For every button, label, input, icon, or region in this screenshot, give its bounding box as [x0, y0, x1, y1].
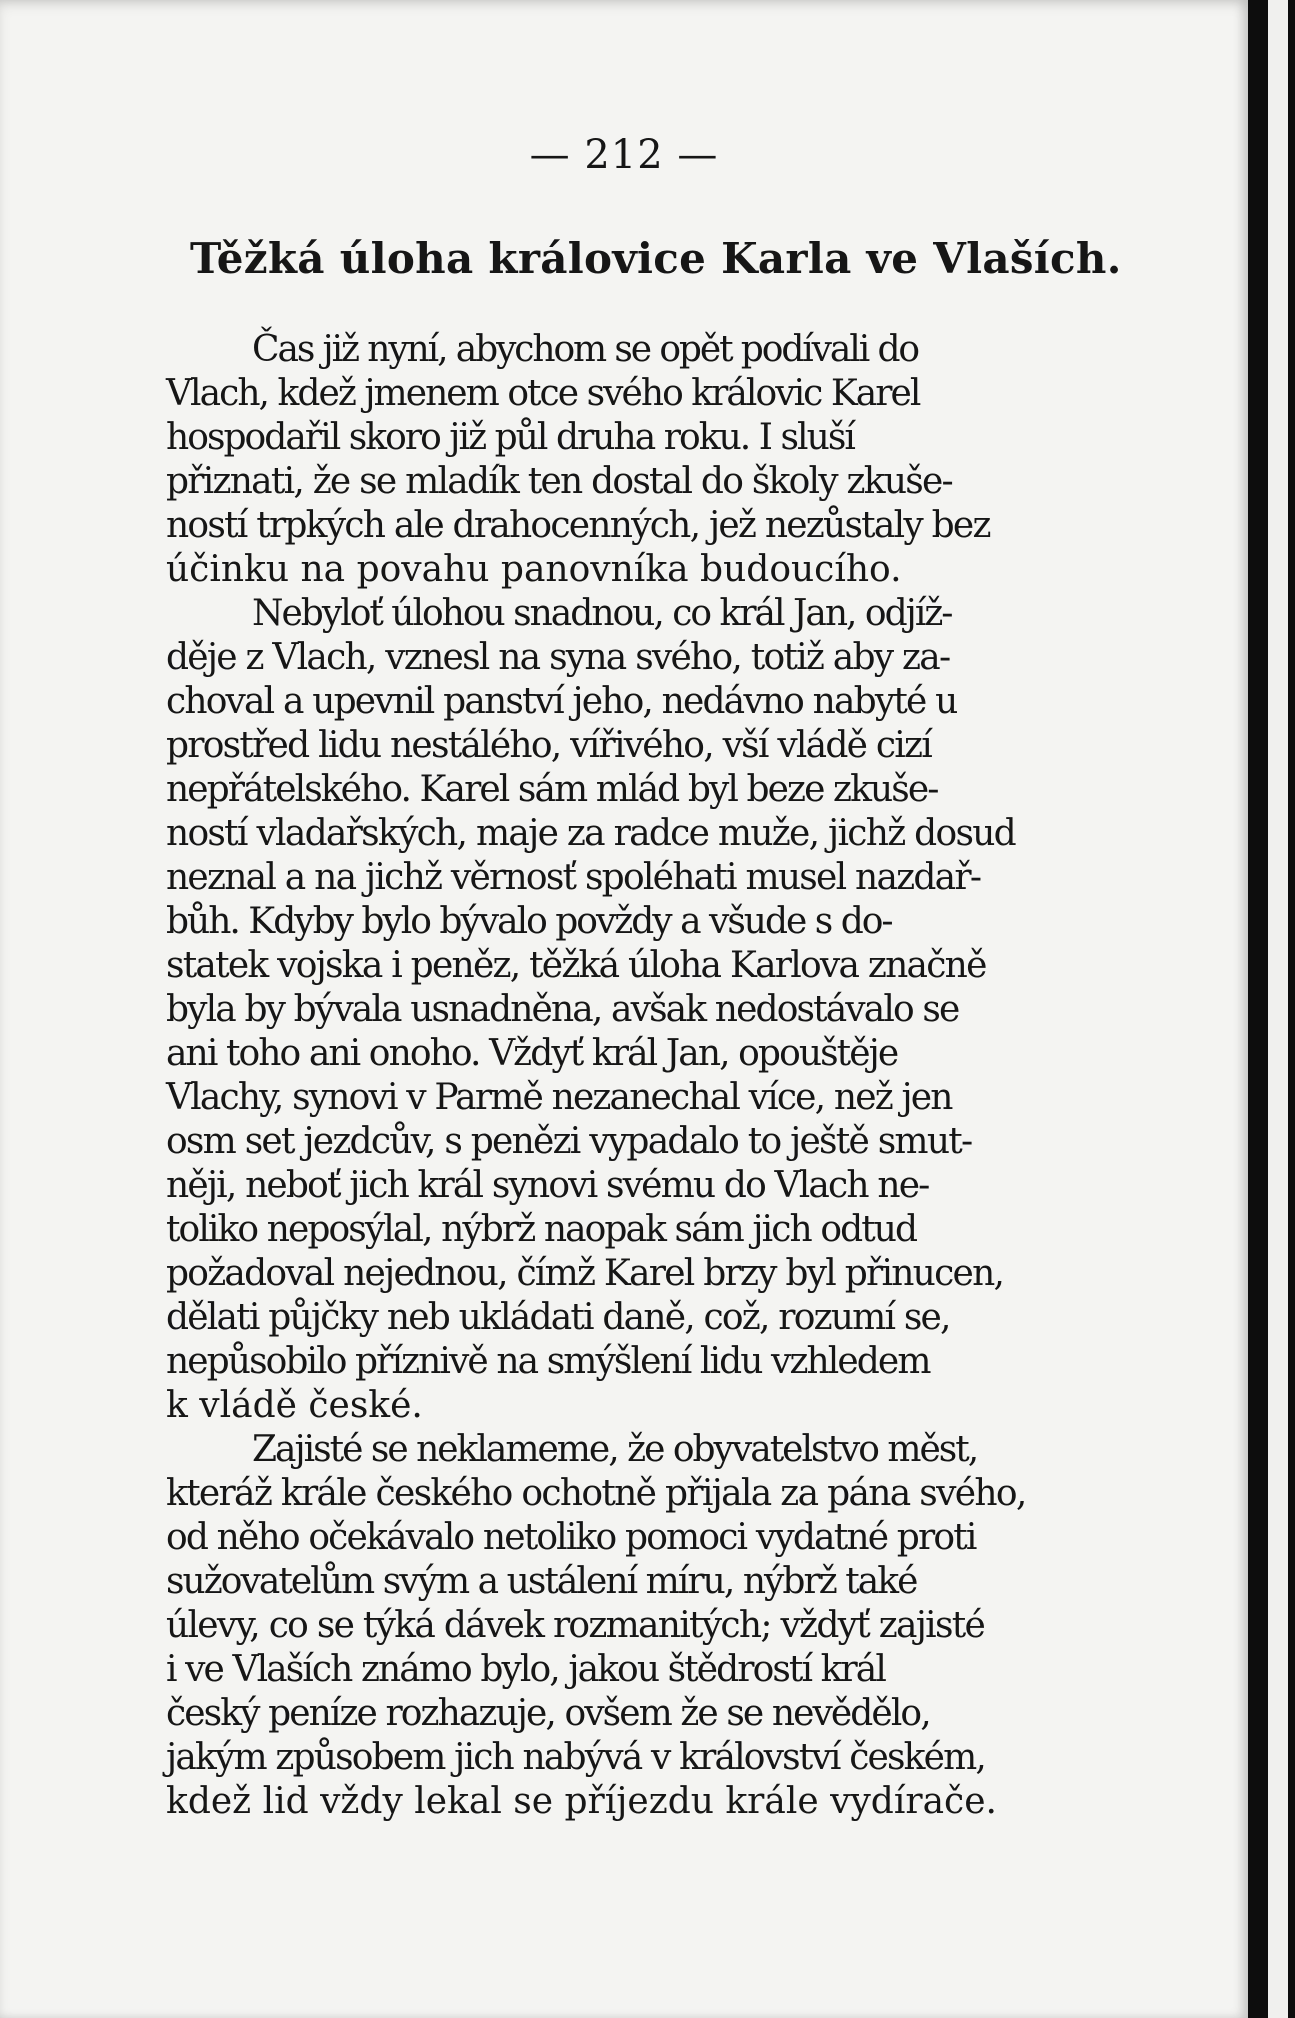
text-line: účinku na povahu panovníka budoucího. — [166, 549, 902, 590]
chapter-title: Těžká úloha královice Karla ve Vlaších. — [190, 234, 1122, 283]
text-line: něji, neboť jich král synovi svému do Vlach ne- — [166, 1165, 929, 1206]
text-line: úlevy, co se týká dávek rozmanitých; vždyť zajisté — [166, 1605, 985, 1646]
text-line: děje z Vlach, vznesl na syna svého, totiž aby za- — [166, 637, 950, 678]
body-text — [166, 328, 1126, 1824]
text-line: dělati půjčky neb ukládati daně, což, rozumí se, — [166, 1297, 950, 1338]
paragraph-1 — [166, 328, 1126, 592]
text-line: choval a upevnil panství jeho, nedávno nabyté u — [166, 681, 957, 722]
text-line: kdež lid vždy lekal se příjezdu krále vydírače. — [166, 1781, 997, 1822]
text-line: byla by bývala usnadněna, avšak nedostávalo se — [166, 989, 959, 1030]
text-line: Vlachy, synovi v Parmě nezanechal více, než jen — [166, 1077, 952, 1118]
text-line: Vlach, kdež jmenem otce svého královic Karel — [166, 373, 920, 414]
text-line: osm set jezdcův, s penězi vypadalo to ještě smut- — [166, 1121, 972, 1162]
text-line: požadoval nejednou, čímž Karel brzy byl přinucen, — [166, 1253, 1004, 1294]
text-line: bůh. Kdyby bylo bývalo povždy a všude s do- — [166, 901, 892, 942]
text-line: nepřátelského. Karel sám mlád byl beze zkuše- — [166, 769, 938, 810]
text-line: Zajisté se neklameme, že obyvatelstvo měst, — [252, 1429, 978, 1470]
text-line: český peníze rozhazuje, ovšem že se nevědělo, — [166, 1693, 930, 1734]
text-line: jakým způsobem jich nabývá v království českém, — [166, 1737, 986, 1778]
text-line: toliko neposýlal, nýbrž naopak sám jich odtud — [166, 1209, 917, 1250]
text-line: od něho očekávalo netoliko pomoci vydatné proti — [166, 1517, 976, 1558]
text-line: neznal a na jichž věrnosť spoléhati musel nazdař- — [166, 857, 981, 898]
text-line: kteráž krále českého ochotně přijala za pána svého, — [166, 1473, 1026, 1514]
text-line: ani toho ani onoho. Vždyť král Jan, opouštěje — [166, 1033, 898, 1074]
text-line: prostřed lidu nestálého, vířivého, vší vládě cizí — [166, 725, 932, 766]
text-line: Nebyloť úlohou snadnou, co král Jan, odjíž- — [252, 593, 952, 634]
text-line: přiznati, že se mladík ten dostal do školy zkuše- — [166, 461, 952, 502]
text-line: ností vladařských, maje za radce muže, jichž dosud — [166, 813, 1015, 854]
page-number: — 212 — — [529, 132, 719, 178]
text-line: i ve Vlaších známo bylo, jakou štědrostí král — [166, 1649, 885, 1690]
text-line: Čas již nyní, abychom se opět podívali do — [252, 329, 918, 370]
text-line: k vládě české. — [166, 1385, 423, 1426]
text-line: hospodařil skoro již půl druha roku. I sluší — [166, 417, 854, 458]
scan-edge — [1248, 0, 1295, 2018]
paragraph-2 — [166, 592, 1126, 1428]
text-line: ností trpkých ale drahocenných, jež nezůstaly bez — [166, 505, 990, 546]
text-line: nepůsobilo příznivě na smýšlení lidu vzhledem — [166, 1341, 930, 1382]
text-line: statek vojska i peněz, těžká úloha Karlova značně — [166, 945, 986, 986]
paragraph-3 — [166, 1428, 1126, 1824]
text-line: sužovatelům svým a ustálení míru, nýbrž také — [166, 1561, 917, 1602]
